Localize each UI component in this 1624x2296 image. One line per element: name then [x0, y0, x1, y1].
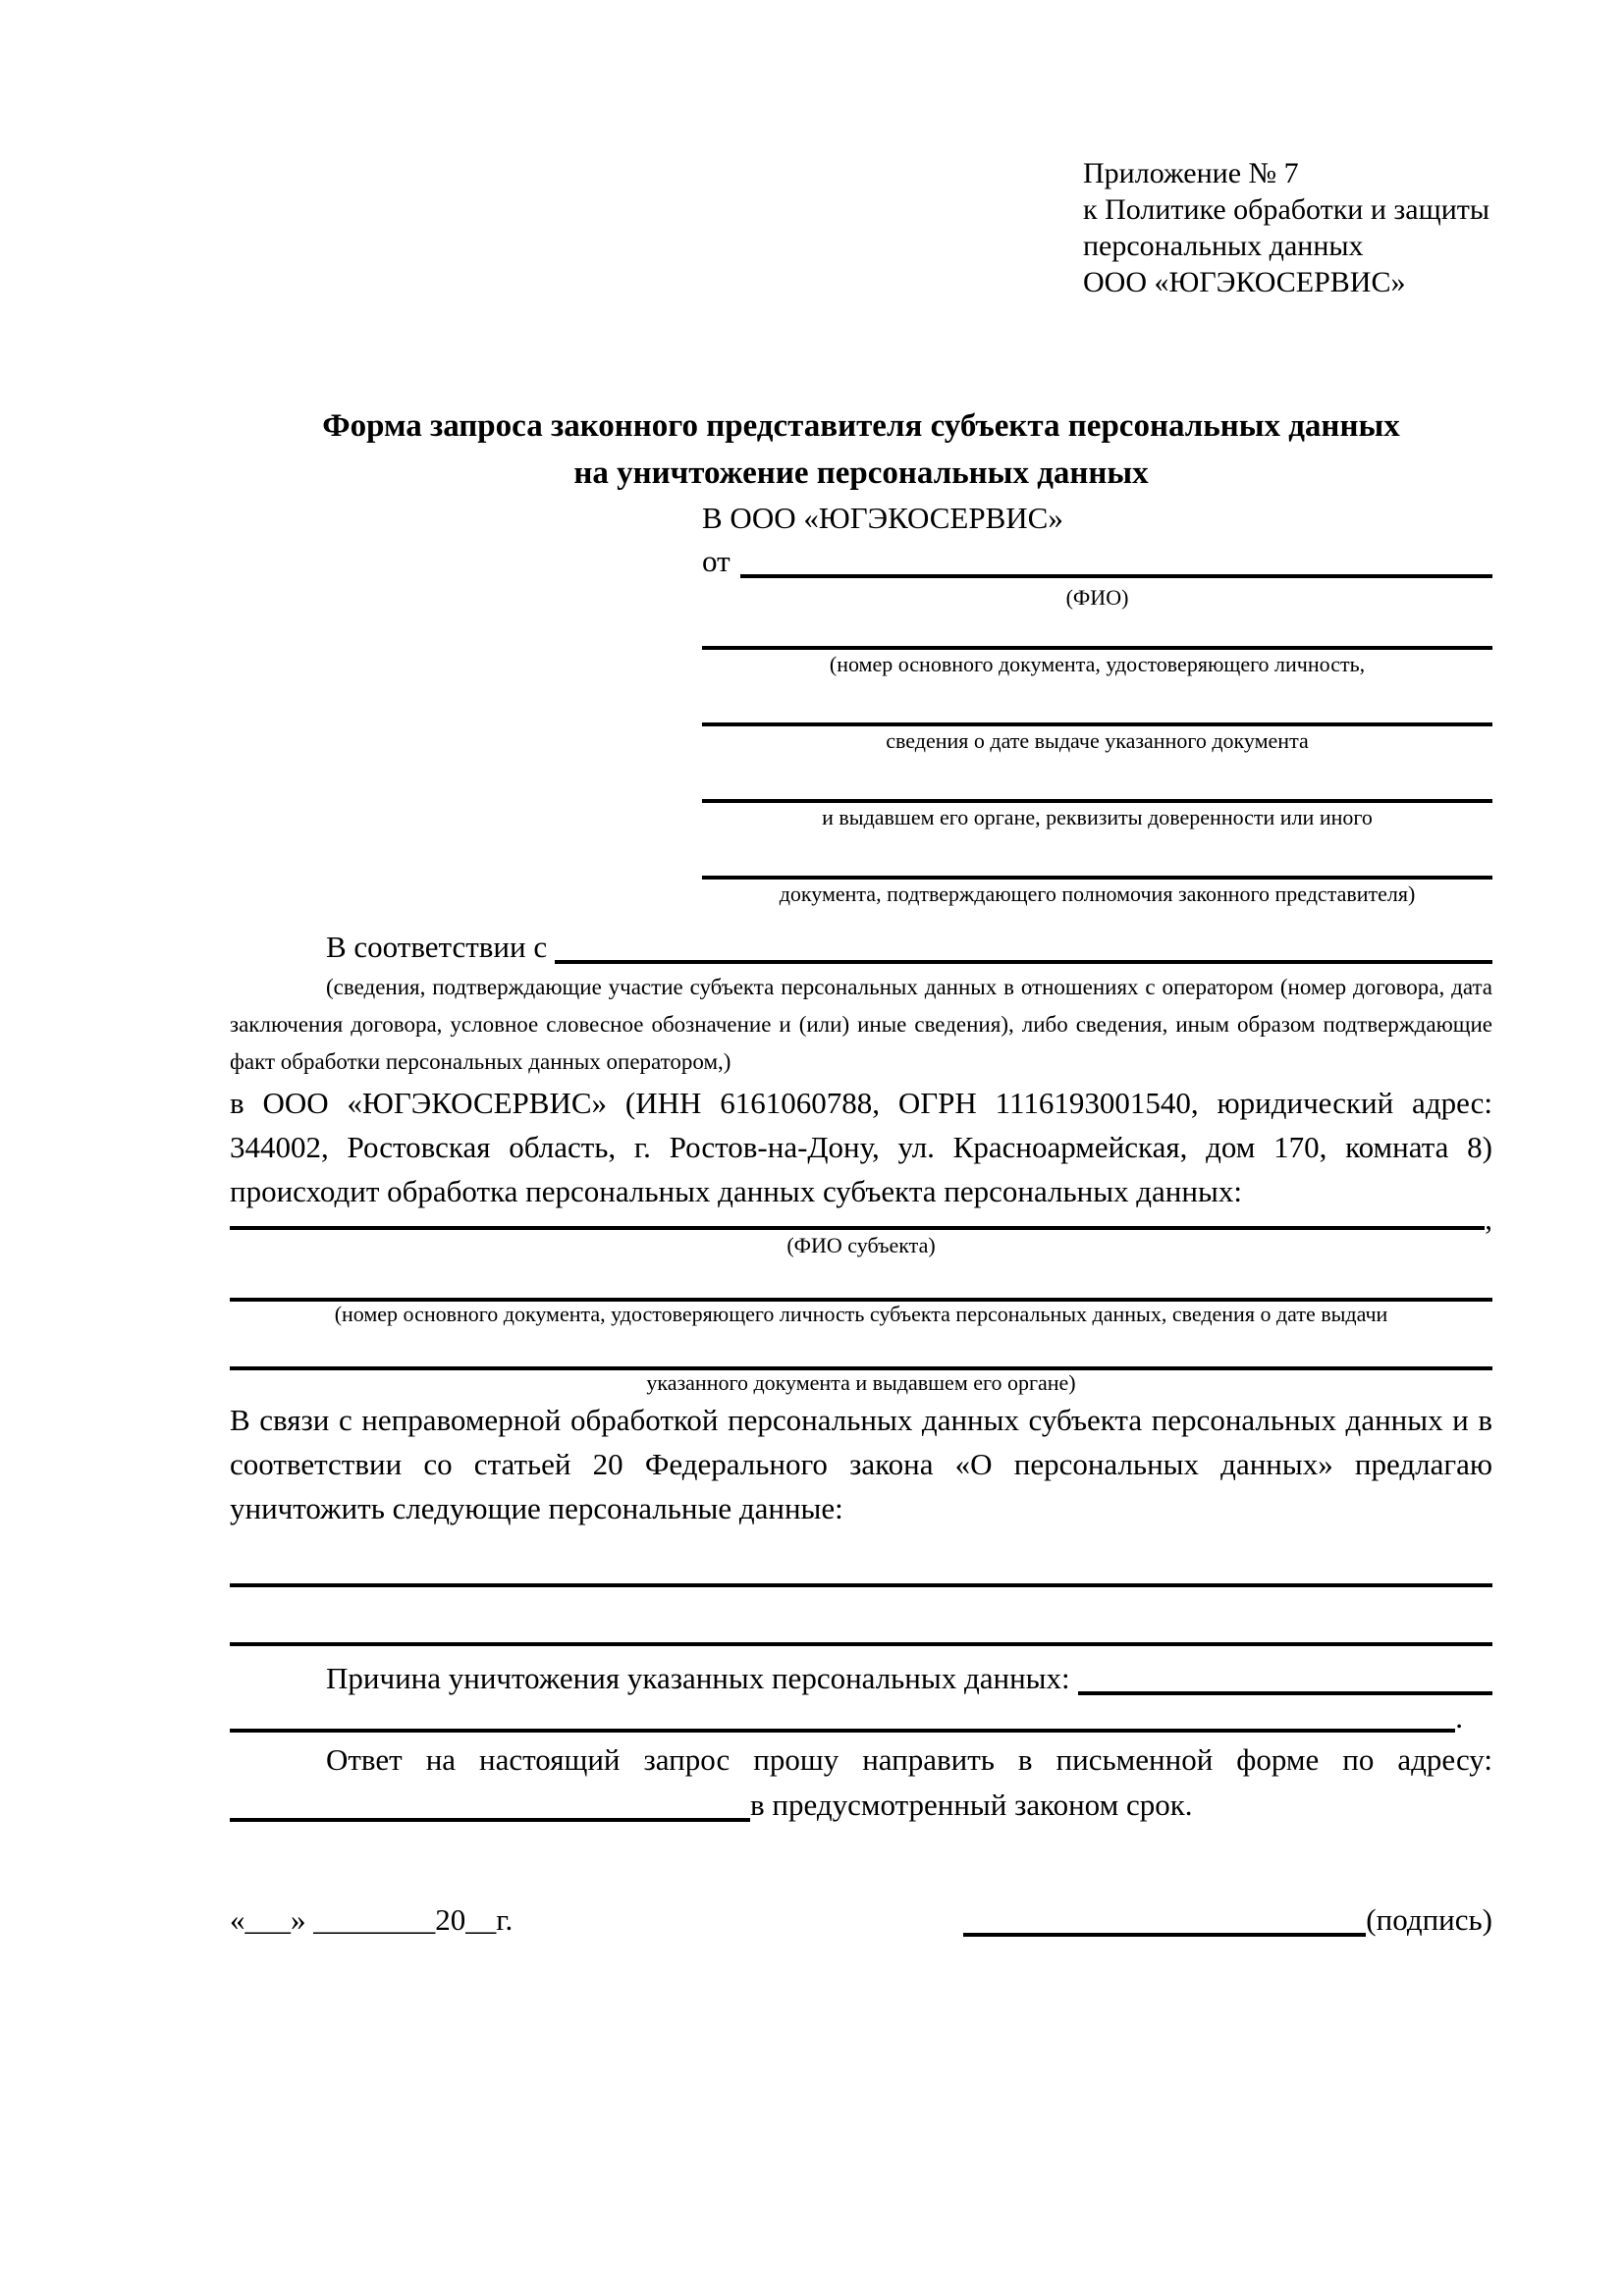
- accordance-row: [230, 925, 1492, 969]
- form-title-line-2: на уничтожение персональных данных: [573, 455, 1149, 491]
- reason-field-line-2: [230, 1700, 1455, 1733]
- signature-group: [963, 1897, 1492, 1942]
- id-doc-caption-3: и выдавшем его органе, реквизиты доверенности или иного: [822, 805, 1373, 829]
- representative-fio-field-line: [740, 540, 1492, 578]
- reason-row-2: [230, 1700, 1463, 1735]
- subject-fio-comma: ,: [1485, 1201, 1492, 1236]
- id-doc-field-line-2: [702, 722, 1492, 726]
- id-doc-field-line-3: [702, 799, 1492, 803]
- line-end-period: .: [1455, 1700, 1463, 1735]
- subject-doc-caption-1: (номер основного документа, удостоверяющего личность субъекта персональных данных, сведения о дате выдачи: [334, 1302, 1388, 1326]
- addressee-block: [702, 497, 1492, 907]
- id-doc-field-line-4: [702, 876, 1492, 880]
- reply-request-paragraph: Ответ на настоящий запрос прошу направить в письменной форме по адресу:: [326, 1742, 1492, 1777]
- data-to-destroy-field-line-1: [230, 1583, 1492, 1587]
- date-field: «___» ________20__г.: [230, 1902, 514, 1937]
- reason-row: [230, 1656, 1492, 1700]
- id-doc-field-line-1: [702, 646, 1492, 650]
- id-doc-caption-1: (номер основного документа, удостоверяющего личность,: [829, 652, 1366, 676]
- appendix-block: [1083, 155, 1492, 300]
- subject-fio-row: [230, 1201, 1492, 1236]
- appendix-line-2: к Политике обработки и защиты: [1083, 193, 1490, 226]
- id-doc-caption-4: документа, подтверждающего полномочия законного представителя): [779, 881, 1416, 906]
- reply-address-field-line: [230, 1783, 750, 1822]
- subject-fio-field-line: [230, 1205, 1485, 1230]
- signature-field-line: [963, 1897, 1366, 1937]
- signature-row: [230, 1897, 1492, 1942]
- appendix-line-3: персональных данных: [1083, 230, 1364, 262]
- form-title-line-1: Форма запроса законного представителя субъекта персональных данных: [322, 408, 1400, 444]
- reason-field-line-1: [1078, 1656, 1492, 1695]
- data-to-destroy-field-line-2: [230, 1642, 1492, 1646]
- accordance-field-line: [555, 925, 1492, 964]
- signature-caption: (подпись): [1366, 1902, 1492, 1937]
- reason-label: Причина уничтожения указанных персональных данных:: [326, 1661, 1070, 1695]
- reply-address-row: [230, 1783, 1492, 1827]
- from-row: [702, 540, 1492, 583]
- from-label: от: [702, 544, 731, 578]
- operator-paragraph: в ООО «ЮГЭКОСЕРВИС» (ИНН 6161060788, ОГРН 1116193001540, юридический адрес: 344002, Ростовская область, г. Ростов-на-Дону, ул. Красноармейская, дом 170, комната 8) происходит обработка персональных данных субъекта персональных данных:: [230, 1086, 1492, 1208]
- id-doc-caption-2: сведения о дате выдаче указанного документа: [886, 728, 1309, 753]
- reply-tail-text: в предусмотренный законом срок.: [750, 1788, 1193, 1822]
- subject-fio-caption: (ФИО субъекта): [786, 1233, 936, 1257]
- contract-details-note: (сведения, подтверждающие участие субъекта персональных данных в отношениях с оператором (номер договора, дата заключения договора, условное словесное обозначение и (или) иные сведения), либо сведения, иным образом подтверждающие факт обработки персональных данных оператором,): [230, 975, 1492, 1074]
- addressee-org: В ООО «ЮГЭКОСЕРВИС»: [702, 501, 1063, 535]
- fio-caption: (ФИО): [1065, 585, 1129, 610]
- subject-doc-caption-2: указанного документа и выдавшем его органе): [646, 1370, 1076, 1395]
- appendix-line-4: ООО «ЮГЭКОСЕРВИС»: [1083, 266, 1406, 298]
- accordance-label: В соответствии с: [326, 930, 548, 964]
- appendix-line-1: Приложение № 7: [1083, 157, 1299, 189]
- form-title: [230, 402, 1492, 497]
- document-body: [230, 925, 1492, 1827]
- unlawful-processing-paragraph: В связи с неправомерной обработкой персональных данных субъекта персональных данных и в соответствии со статьей 20 Федерального закона «О персональных данных» предлагаю уничтожить следующие персональные данные:: [230, 1403, 1492, 1525]
